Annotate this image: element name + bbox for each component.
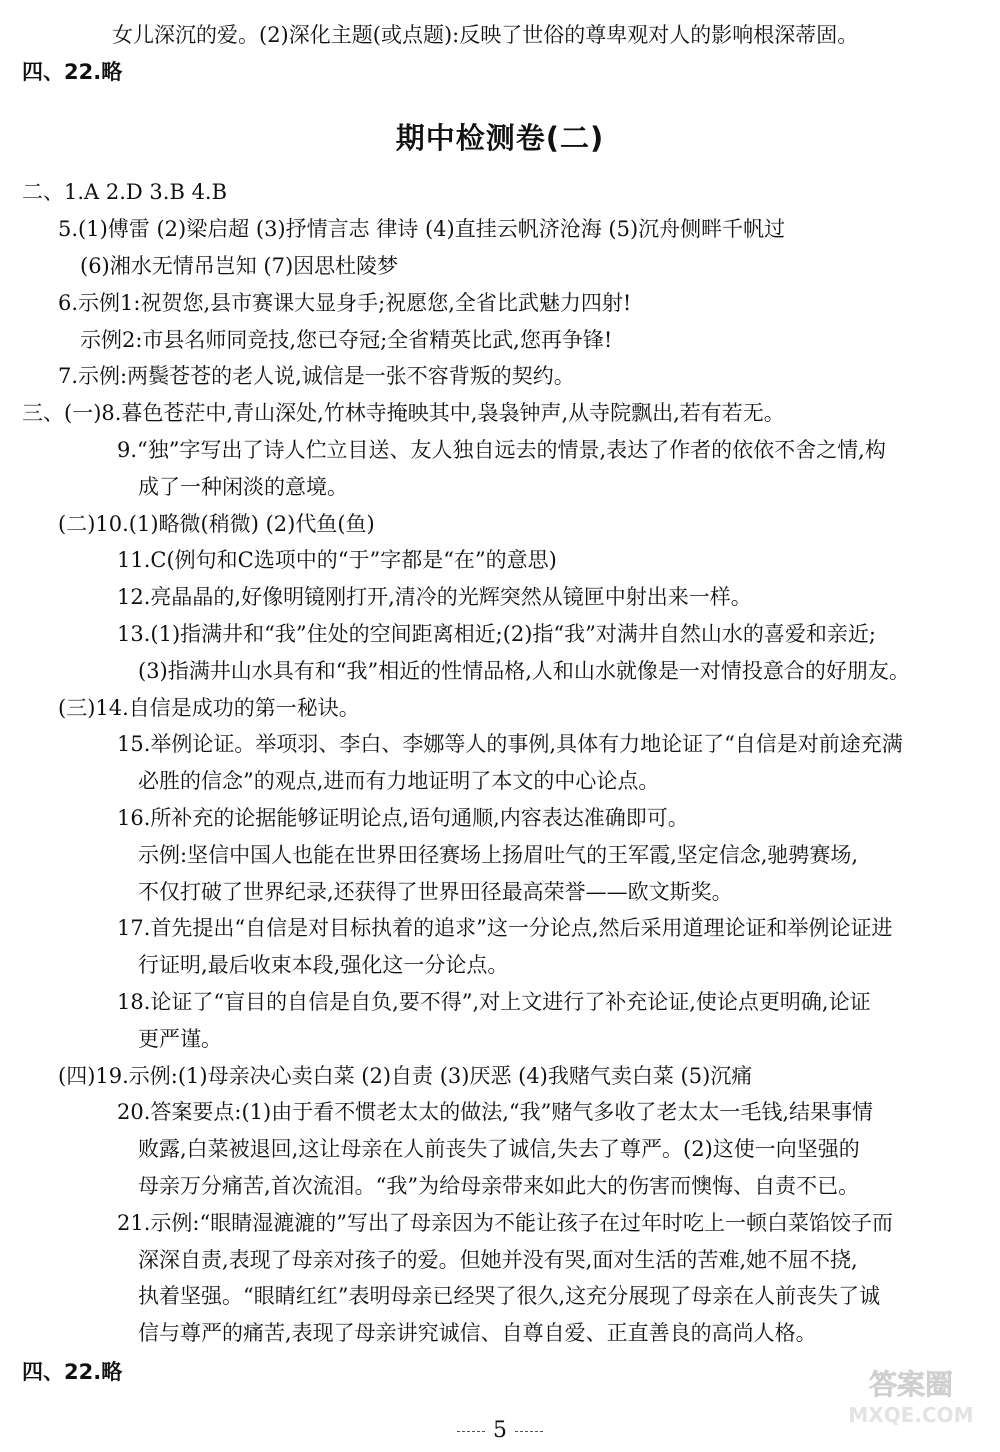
answer-line: 示例:坚信中国人也能在世界田径赛场上扬眉吐气的王军霞,坚定信念,驰骋赛场, — [138, 843, 859, 867]
page-title: 期中检测卷(二) — [395, 121, 605, 155]
answer-line: 成了一种闲淡的意境。 — [138, 475, 348, 499]
answer-line: 必胜的信念”的观点,进而有力地证明了本文的中心论点。 — [138, 769, 660, 793]
answer-line: 6.示例1:祝贺您,县市赛课大显身手;祝愿您,全省比武魅力四射! — [58, 291, 632, 315]
answer-line: 15.举例论证。举项羽、李白、李娜等人的事例,具体有力地论证了“自信是对前途充满 — [117, 732, 903, 756]
answer-line: 信与尊严的痛苦,表现了母亲讲究诚信、自尊自爱、正直善良的高尚人格。 — [138, 1321, 817, 1345]
answer-line: 执着坚强。“眼睛红红”表明母亲已经哭了很久,这充分展现了母亲在人前丧失了诚 — [138, 1284, 881, 1308]
answer-line: 深深自责,表现了母亲对孩子的爱。但她并没有哭,面对生活的苦难,她不屈不挠, — [138, 1248, 858, 1272]
answer-line: 行证明,最后收束本段,强化这一分论点。 — [138, 953, 509, 977]
answer-line: 21.示例:“眼睛湿漉漉的”写出了母亲因为不能让孩子在过年时吃上一顿白菜馅饺子而 — [117, 1211, 893, 1235]
answer-line: 母亲万分痛苦,首次流泪。“我”为给母亲带来如此大的伤害而懊悔、自责不已。 — [138, 1174, 860, 1198]
answer-line: (四)19.示例:(1)母亲决心卖白菜 (2)自责 (3)厌恶 (4)我赌气卖白菜 (5)沉痛 — [58, 1064, 753, 1088]
answer-line: 四、22.略 — [22, 1360, 123, 1384]
watermark-cn: 答案圈 — [868, 1368, 954, 1401]
watermark-en: MXQE.COM — [848, 1403, 974, 1427]
answer-line: 9.“独”字写出了诗人伫立目送、友人独自远去的情景,表达了作者的依依不舍之情,构 — [117, 438, 886, 462]
answer-line: (二)10.(1)略微(稍微) (2)代鱼(鱼) — [58, 512, 375, 536]
top-line-2: 四、22.略 — [22, 60, 123, 84]
answer-line: 17.首先提出“自信是对目标执着的追求”这一分论点,然后采用道理论证和举例论证进 — [117, 916, 893, 940]
answer-line: 不仅打破了世界纪录,还获得了世界田径最高荣誉——欧文斯奖。 — [138, 880, 733, 904]
answer-line: 20.答案要点:(1)由于看不惯老太太的做法,“我”赌气多收了老太太一毛钱,结果事情 — [117, 1100, 874, 1124]
answer-line: 7.示例:两鬓苍苍的老人说,诚信是一张不容背叛的契约。 — [58, 364, 575, 388]
answer-line: 示例2:市县名师同竞技,您已夺冠;全省精英比武,您再争锋! — [80, 328, 613, 352]
answer-line: 18.论证了“盲目的自信是自负,要不得”,对上文进行了补充论证,使论点更明确,论证 — [117, 990, 871, 1014]
footer-dash-right — [515, 1431, 543, 1432]
answer-line: (3)指满井山水具有和“我”相近的性情品格,人和山水就像是一对情投意合的好朋友。 — [138, 659, 910, 683]
answer-line: (6)湘水无情吊岂知 (7)因思杜陵梦 — [80, 254, 399, 278]
answer-line: 12.亮晶晶的,好像明镜刚打开,清冷的光辉突然从镜匣中射出来一样。 — [117, 585, 752, 609]
answer-line: 三、(一)8.暮色苍茫中,青山深处,竹林寺掩映其中,袅袅钟声,从寺院飘出,若有若无。 — [22, 401, 785, 425]
answer-line: 5.(1)傅雷 (2)梁启超 (3)抒情言志 律诗 (4)直挂云帆济沧海 (5)沉舟侧畔千帆过 — [58, 217, 786, 241]
watermark-logo — [836, 1360, 986, 1430]
answer-line: 16.所补充的论据能够证明论点,语句通顺,内容表达准确即可。 — [117, 806, 689, 830]
answer-line: (三)14.自信是成功的第一秘诀。 — [58, 696, 360, 720]
answer-line: 二、1.A 2.D 3.B 4.B — [22, 180, 228, 204]
footer-dash-left — [457, 1431, 485, 1432]
answer-line: 11.C(例句和C选项中的“于”字都是“在”的意思) — [117, 548, 557, 572]
page-number: 5 — [493, 1418, 507, 1443]
answer-line: 败露,白菜被退回,这让母亲在人前丧失了诚信,失去了尊严。(2)这使一向坚强的 — [138, 1137, 860, 1161]
answer-line: 13.(1)指满井和“我”住处的空间距离相近;(2)指“我”对满井自然山水的喜爱和亲近; — [117, 622, 876, 646]
top-line-1: 女儿深沉的爱。(2)深化主题(或点题):反映了世俗的尊卑观对人的影响根深蒂固。 — [112, 23, 859, 47]
answer-line: 更严谨。 — [138, 1027, 222, 1051]
